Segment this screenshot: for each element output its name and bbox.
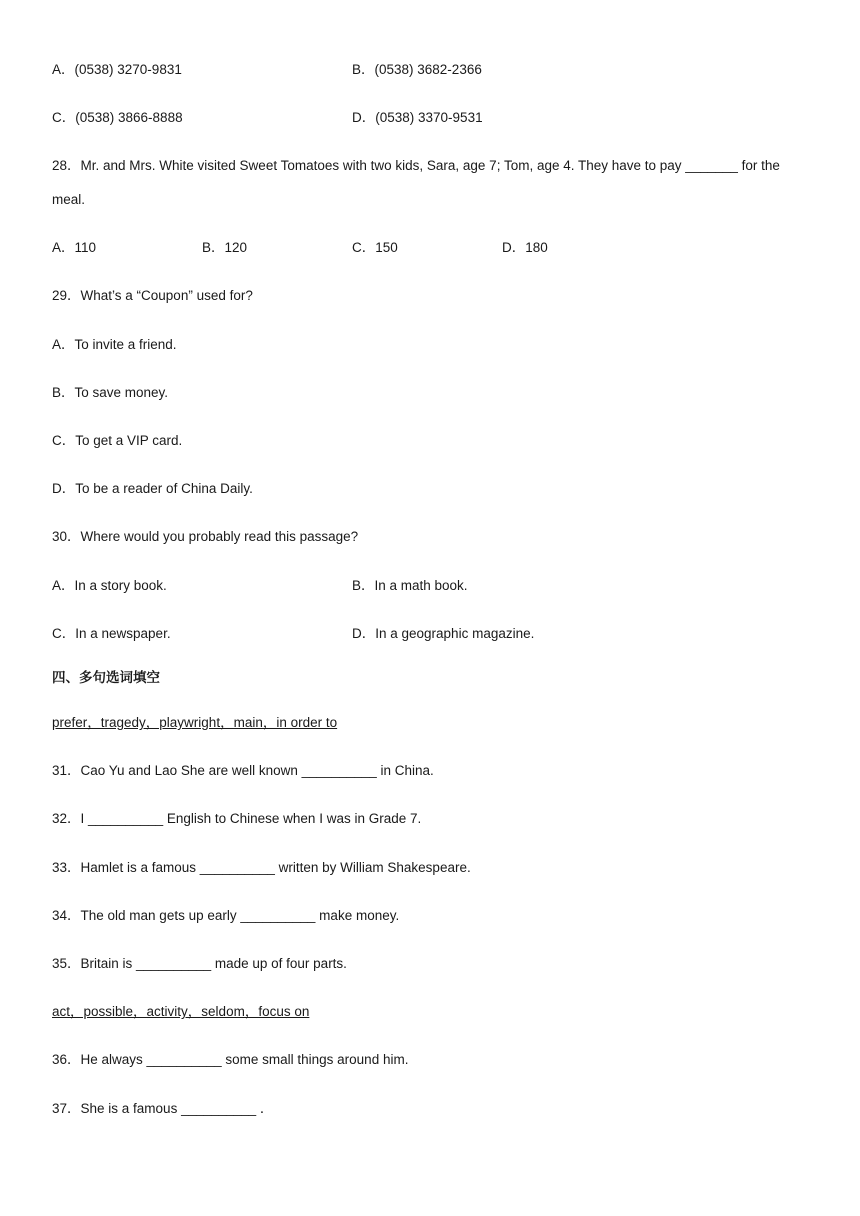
q28-option-d: D．180 (502, 240, 548, 255)
q29-option-c: C．To get a VIP card. (52, 433, 183, 448)
q33: 33．Hamlet is a famous __________ written by William Shakespeare. (52, 860, 471, 875)
q27-option-c: C．(0538) 3866-8888 (52, 110, 183, 125)
word-bank-2: act，possible，activity，seldom，focus on (52, 1004, 310, 1019)
q29-option-b: B．To save money. (52, 385, 169, 400)
q28-option-b: B．120 (202, 240, 248, 255)
q30-stem: 30．Where would you probably read this passage? (52, 529, 359, 544)
q28-stem: 28．Mr. and Mrs. White visited Sweet Tomatoes with two kids, Sara, age 7; Tom, age 4. They have to pay _______ for the meal. (52, 158, 780, 207)
q28-option-a: A．110 (52, 240, 97, 255)
q28-option-c: C．150 (352, 240, 398, 255)
q36: 36．He always __________ some small things around him. (52, 1052, 409, 1067)
section-title: 四、多句选词填空 (52, 670, 160, 686)
q34: 34．The old man gets up early __________ make money. (52, 908, 400, 923)
q29-option-d: D．To be a reader of China Daily. (52, 481, 253, 496)
q30-option-c: C．In a newspaper. (52, 626, 171, 641)
q30-option-d: D．In a geographic magazine. (352, 626, 535, 641)
q27-option-d: D．(0538) 3370-9531 (352, 110, 483, 125)
word-bank-1: prefer，tragedy，playwright，main，in order to (52, 715, 338, 730)
q27-option-b: B．(0538) 3682-2366 (352, 62, 482, 77)
q27-option-a: A．(0538) 3270-9831 (52, 62, 182, 77)
q37: 37．She is a famous __________ ． (52, 1101, 274, 1116)
q29-stem: 29．What’s a “Coupon” used for? (52, 288, 253, 303)
q30-option-a: A．In a story book. (52, 578, 167, 593)
q35: 35．Britain is __________ made up of four parts. (52, 956, 347, 971)
q31: 31．Cao Yu and Lao She are well known __________ in China. (52, 763, 434, 778)
q29-option-a: A．To invite a friend. (52, 337, 177, 352)
q30-option-b: B．In a math book. (352, 578, 468, 593)
q32: 32．I __________ English to Chinese when I was in Grade 7. (52, 811, 422, 826)
